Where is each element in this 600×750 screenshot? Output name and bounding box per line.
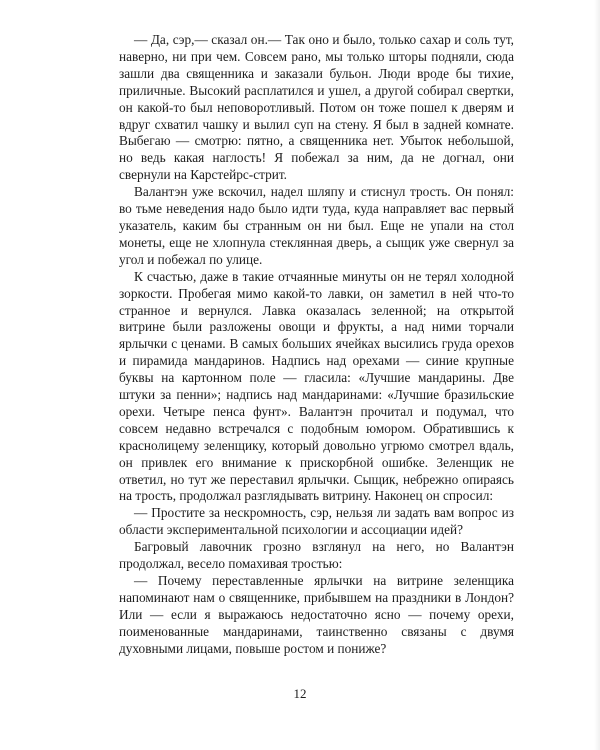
paragraph: К счастью, даже в такие отчаянные минуты он не терял холодной зоркости. Пробегая мимо какой-то лавки, он заметил в ней что-то странное и вернулся. Лавка оказалась зеленной; на открытой витрине были разложены овощи и фрукты, а над ними торчали ярлычки с ценами. В самых больших ячейках высились груда орехов и пирамида мандаринов. Надпись над орехами — синие крупные буквы на картонном поле — гласила: «Лучшие мандарины. Две штуки за пенни»; надпись над мандаринами: «Лучшие бразильские орехи. Четыре пенса фунт». Валантэн прочитал и подумал, что совсем недавно встречался с подобным юмором. Обратившись к краснолицему зеленщику, который довольно угрюмо смотрел вдаль, он привлек его внимание к прискорбной ошибке. Зеленщик не ответил, но тут же переставил ярлычки. Сыщик, небрежно опираясь на трость, продолжал разглядывать витрину. Наконец он спросил: (119, 268, 514, 504)
paragraph: — Почему переставленные ярлычки на витрине зеленщика напоминают нам о священнике, прибывшем на праздники в Лондон? Или — если я выражаюсь недостаточно ясно — почему орехи, поименованные мандаринами, таинственно связаны с двумя духовными лицами, повыше ростом и пониже? (119, 573, 514, 656)
page-number: 12 (293, 686, 307, 701)
paragraph: — Простите за нескромность, сэр, нельзя ли задать вам вопрос из области экспериментальной психологии и ассоциации идей? (119, 505, 514, 538)
paragraph: Валантэн уже вскочил, надел шляпу и стиснул трость. Он понял: во тьме неведения надо было идти туда, куда направляет вас первый указатель, каким бы странным он ни был. Еще не упали на стол монеты, еще не хлопнула стеклянная дверь, а сыщик уже свернул за угол и побежал по улице. (119, 184, 514, 267)
page-edge-shadow (594, 0, 600, 750)
paragraph: Багровый лавочник грозно взглянул на него, но Валантэн продолжал, весело помахивая тростью: (119, 539, 514, 572)
paragraph: — Да, сэр,— сказал он.— Так оно и было, только сахар и соль тут, наверно, ни при чем. Совсем рано, мы только шторы подняли, сюда зашли два священника и заказали бульон. Люди вроде бы тихие, приличные. Высокий расплатился и ушел, а другой собирал свертки, он какой-то был неповоротливый. Потом он тоже пошел к дверям и вдруг схватил чашку и вылил суп на стену. Я был в задней комнате. Выбегаю — смотрю: пятно, а священника нет. Убыток небольшой, но ведь какая наглость! Я побежал за ним, да не догнал, они свернули на Карстейрс-стрит. (119, 32, 514, 183)
page-text (119, 32, 514, 658)
